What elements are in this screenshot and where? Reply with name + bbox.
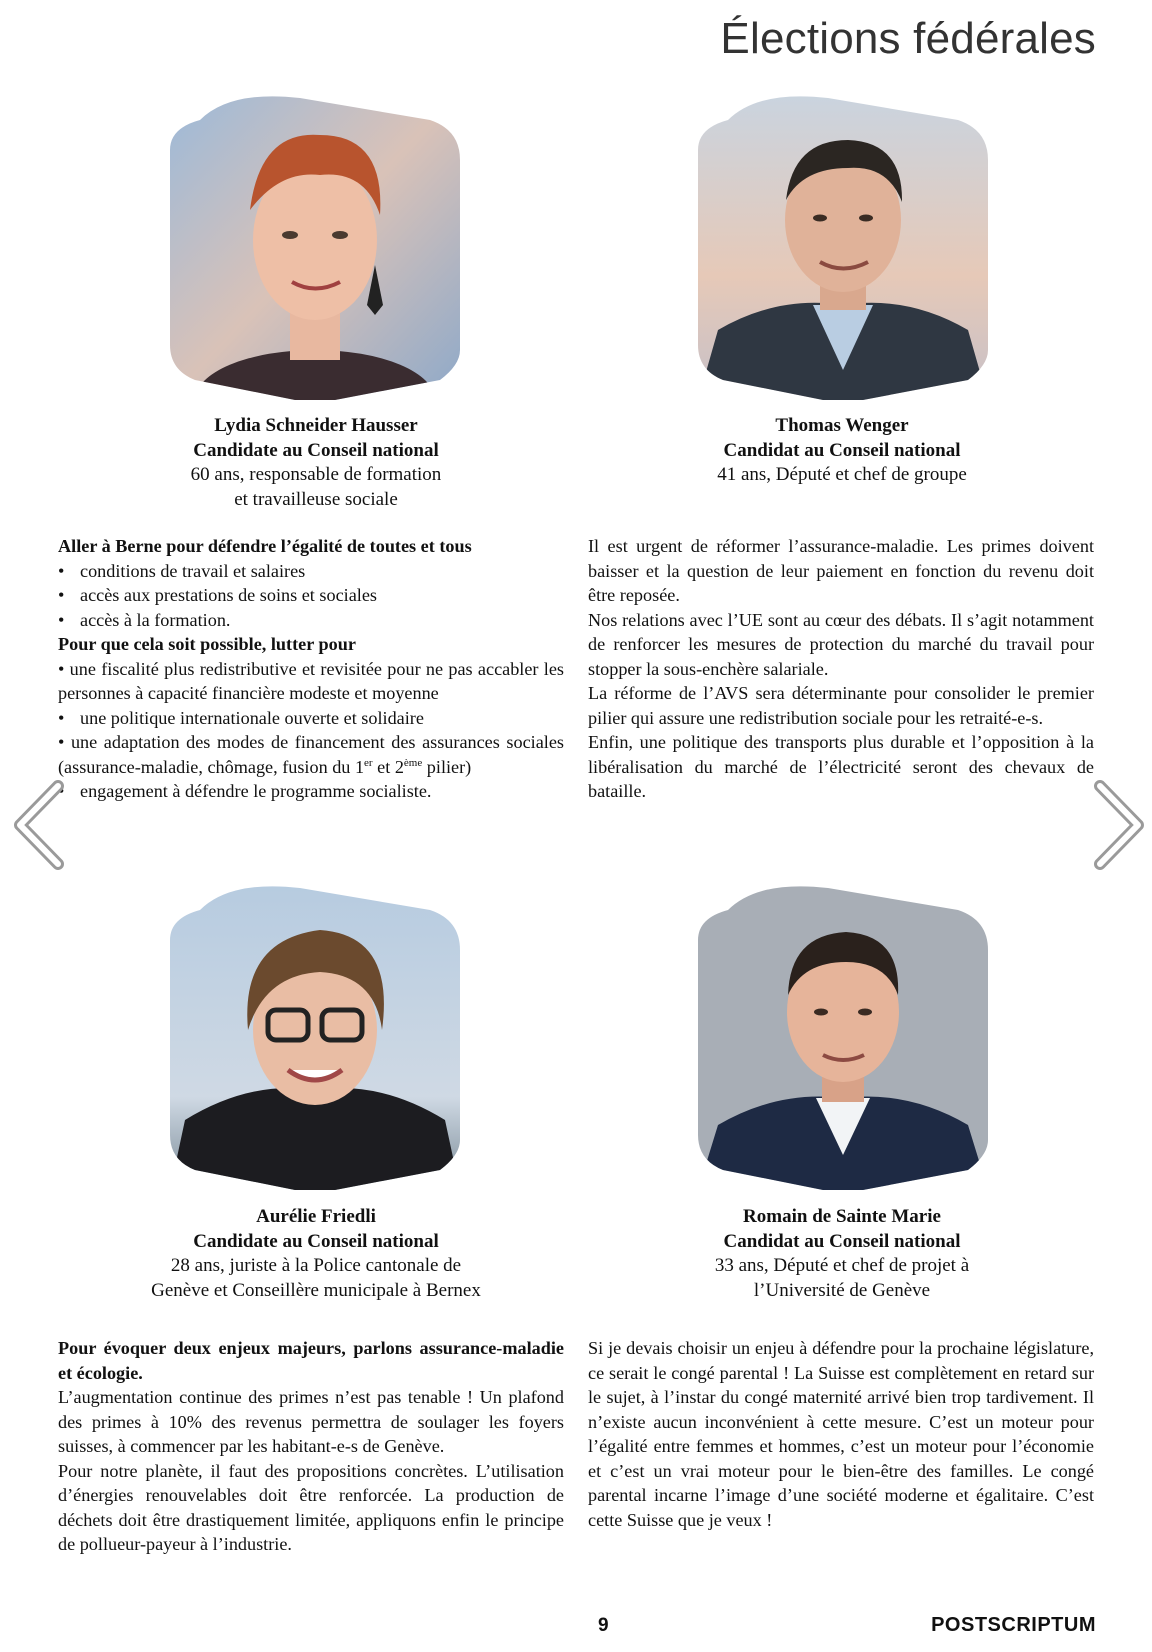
- list-item: • conditions de travail et salaires: [58, 560, 306, 581]
- next-page-button[interactable]: [1092, 780, 1146, 870]
- candidate-photo-lydia: [170, 90, 460, 400]
- candidate-text-lydia: [58, 534, 564, 804]
- candidate-desc-line1: 60 ans, responsable de formation: [190, 464, 442, 485]
- candidate-heading-lydia: [76, 414, 556, 512]
- candidate-desc-line1: 33 ans, Député et chef de projet à: [714, 1255, 970, 1276]
- candidate-name: Lydia Schneider Hausser: [214, 415, 418, 436]
- candidate-desc-line1: 41 ans, Député et chef de groupe: [717, 464, 967, 485]
- prev-page-button[interactable]: [12, 780, 66, 870]
- candidate-role: Candidate au Conseil national: [193, 439, 439, 461]
- paragraph: Nos relations avec l’UE sont au cœur des débats. Il s’agit notamment de renforcer les mesures de protection du marché du travail pour stopper la sous-enchère salariale.: [588, 609, 1094, 679]
- candidate-text-thomas: [588, 534, 1094, 804]
- candidate-role: Candidat au Conseil national: [723, 1230, 961, 1252]
- candidate-desc-line2: et travailleuse sociale: [234, 488, 398, 510]
- list-item: • accès à la formation.: [58, 609, 231, 630]
- candidate-name: Romain de Sainte Marie: [743, 1206, 941, 1227]
- chevron-left-icon: [12, 780, 66, 870]
- list-item: • accès aux prestations de soins et sociales: [58, 585, 377, 605]
- candidate-heading-aurelie: [76, 1205, 556, 1303]
- chevron-right-icon: [1092, 780, 1146, 870]
- candidate-role: Candidat au Conseil national: [723, 439, 961, 461]
- list-item: • une fiscalité plus redistributive et revisitée pour ne pas accabler les personnes à capacité financière modeste et moyenne: [58, 658, 564, 703]
- candidate-name: Aurélie Friedli: [256, 1206, 376, 1227]
- paragraph: Si je devais choisir un enjeu à défendre pour la prochaine législature, ce serait le congé parental ! La Suisse est complètement en retard sur le sujet, à l’instar du congé maternité arrivé bien trop tardivement. Il n’existe aucun inconvénient à cette mesure. C’est un moteur pour l’égalité entre femmes et hommes, c’est un moteur pour l’économie et c’est un vrai moteur pour le bien-être des familles. Le congé parental incarne l’image d’une société moderne et égalitaire. C’est cette Suisse que je veux !: [588, 1338, 1094, 1530]
- section-heading: Pour évoquer deux enjeux majeurs, parlons assurance-maladie et écologie.: [58, 1338, 564, 1383]
- list-item: • engagement à défendre le programme socialiste.: [58, 781, 432, 801]
- candidate-photo-thomas: [698, 90, 988, 400]
- paragraph: Pour notre planète, il faut des propositions concrètes. L’utilisation d’énergies renouvelables doit être renforcée. La production de déchets doit être drastiquement limitée, appliquons enfin le principe de pollueur-payeur à l’industrie.: [58, 1460, 564, 1554]
- list-item: • une politique internationale ouverte et solidaire: [58, 707, 424, 728]
- paragraph: La réforme de l’AVS sera déterminante pour consolider le premier pilier qui assure une redistribution sociale pour les retraité-e-s.: [588, 683, 1094, 728]
- section-heading: Aller à Berne pour défendre l’égalité de toutes et tous: [58, 536, 472, 556]
- candidate-photo-romain: [698, 880, 988, 1190]
- candidate-heading-romain: [602, 1205, 1082, 1303]
- page-title: Élections fédérales: [720, 14, 1096, 63]
- page-number: 9: [598, 1615, 609, 1636]
- publication-brand: POSTSCRIPTUM: [931, 1614, 1096, 1636]
- list-item: • une adaptation des modes de financement des assurances sociales (assurance-maladie, chômage, fusion du 1er et 2ème pilier): [58, 732, 564, 777]
- candidate-desc-line2: Genève et Conseillère municipale à Bernex: [151, 1279, 481, 1301]
- paragraph: Il est urgent de réformer l’assurance-maladie. Les primes doivent baisser et la question de leur paiement en fonction du revenu doit être reposée.: [588, 536, 1094, 605]
- candidate-desc-line1: 28 ans, juriste à la Police cantonale de: [170, 1255, 462, 1276]
- candidate-name: Thomas Wenger: [775, 415, 909, 436]
- candidate-role: Candidate au Conseil national: [193, 1230, 439, 1252]
- candidate-heading-thomas: [602, 414, 1082, 488]
- candidate-text-romain: [588, 1336, 1094, 1532]
- candidate-text-aurelie: [58, 1336, 564, 1557]
- section-heading: Pour que cela soit possible, lutter pour: [58, 634, 356, 654]
- paragraph: L’augmentation continue des primes n’est pas tenable ! Un plafond des primes à 10% des revenus permettra de soulager les foyers suisses, à commencer par les habitant-e-s de Genève.: [58, 1387, 564, 1456]
- candidate-desc-line2: l’Université de Genève: [753, 1279, 931, 1301]
- candidate-photo-aurelie: [170, 880, 460, 1190]
- paragraph: Enfin, une politique des transports plus durable et l’opposition à la libéralisation du marché de l’électricité seront des chevaux de bataille.: [588, 732, 1094, 801]
